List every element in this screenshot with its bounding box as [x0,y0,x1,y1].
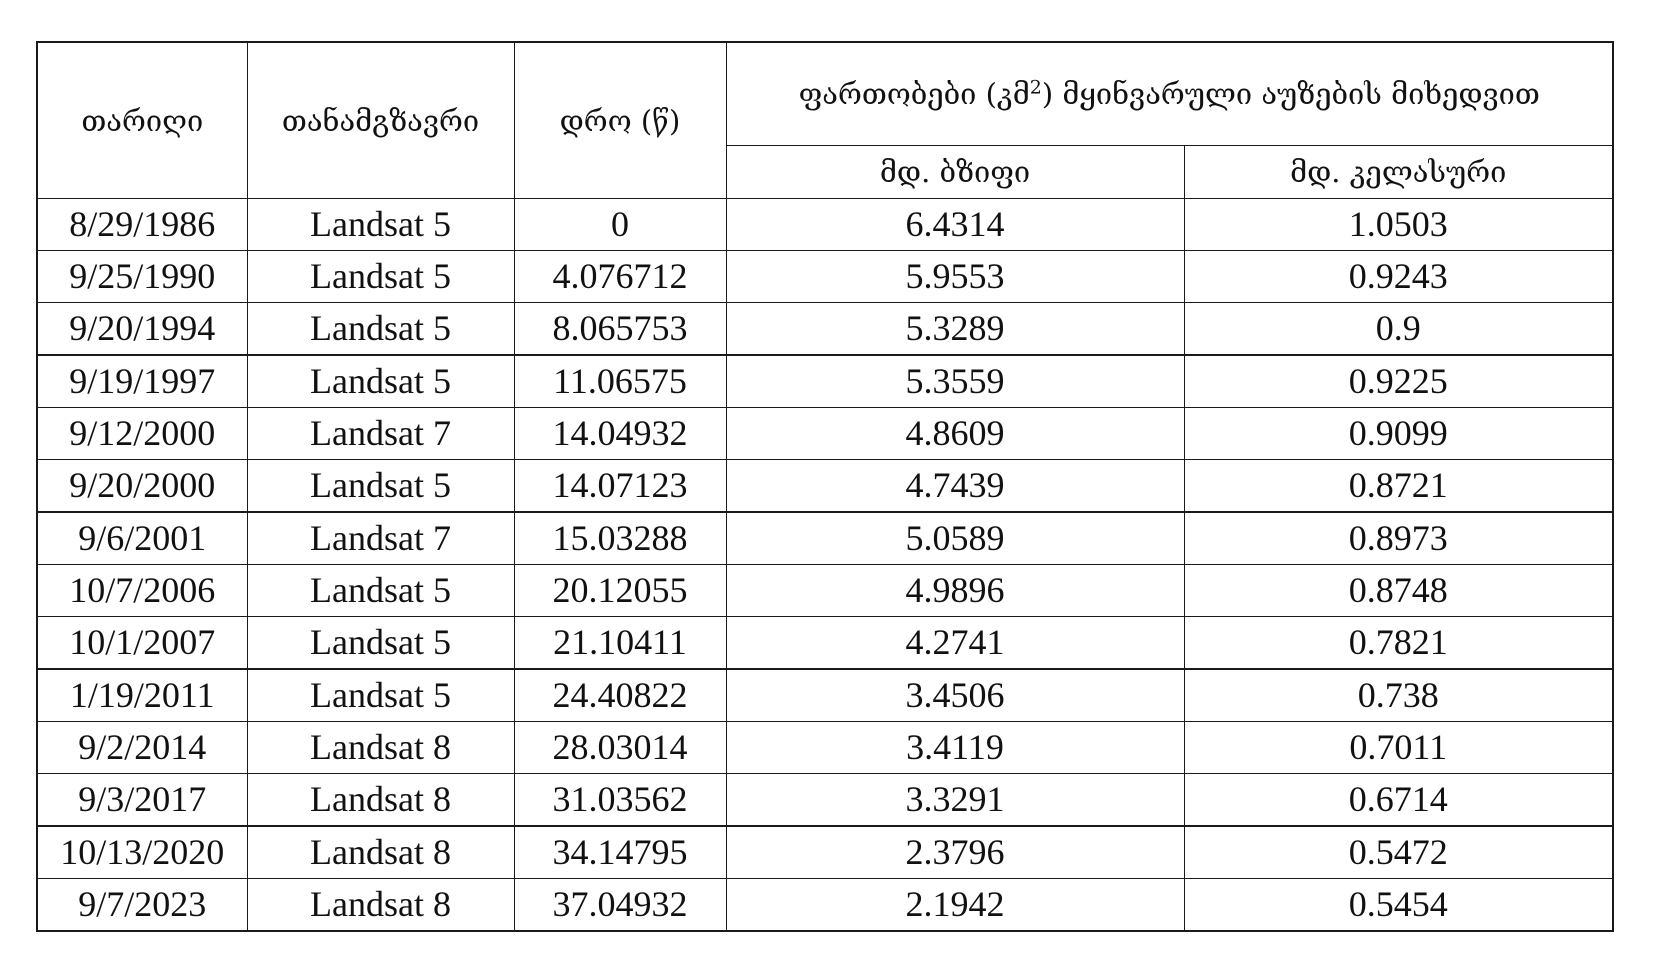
cell-bzipi: 3.4506 [726,669,1184,722]
header-area-group-text-post: ) მყინვარული აუზების მიხედვით [1041,76,1540,111]
cell-bzipi: 6.4314 [726,199,1184,251]
cell-time: 0 [514,199,726,251]
cell-time: 14.07123 [514,460,726,513]
cell-bzipi: 4.2741 [726,617,1184,670]
cell-satellite: Landsat 5 [247,355,514,408]
header-kelasuri: მდ. კელასური [1184,145,1613,198]
table-row [37,565,1613,617]
cell-date: 9/19/1997 [37,355,247,408]
table-row [37,774,1613,827]
cell-bzipi: 2.3796 [726,826,1184,879]
cell-time: 11.06575 [514,355,726,408]
cell-bzipi: 2.1942 [726,879,1184,932]
header-area-group [726,42,1613,145]
cell-satellite: Landsat 8 [247,774,514,827]
table-row [37,251,1613,303]
cell-satellite: Landsat 5 [247,460,514,513]
cell-kelasuri: 0.5454 [1184,879,1613,932]
table-row [37,826,1613,879]
cell-bzipi: 5.3289 [726,303,1184,356]
cell-time: 21.10411 [514,617,726,670]
cell-bzipi: 4.7439 [726,460,1184,513]
cell-kelasuri: 1.0503 [1184,199,1613,251]
glacier-area-table [36,41,1614,932]
cell-bzipi: 5.0589 [726,512,1184,565]
header-row-top [37,42,1613,145]
cell-kelasuri: 0.9225 [1184,355,1613,408]
cell-time: 15.03288 [514,512,726,565]
cell-kelasuri: 0.7821 [1184,617,1613,670]
table-row [37,879,1613,932]
cell-bzipi: 4.9896 [726,565,1184,617]
cell-bzipi: 3.3291 [726,774,1184,827]
cell-bzipi: 3.4119 [726,722,1184,774]
cell-bzipi: 5.3559 [726,355,1184,408]
cell-date: 9/20/1994 [37,303,247,356]
cell-bzipi: 4.8609 [726,408,1184,460]
cell-date: 9/2/2014 [37,722,247,774]
cell-satellite: Landsat 5 [247,565,514,617]
cell-date: 10/1/2007 [37,617,247,670]
cell-date: 9/25/1990 [37,251,247,303]
cell-kelasuri: 0.8973 [1184,512,1613,565]
cell-satellite: Landsat 7 [247,512,514,565]
header-date: თარიღი [37,42,247,199]
cell-bzipi: 5.9553 [726,251,1184,303]
cell-kelasuri: 0.7011 [1184,722,1613,774]
cell-date: 8/29/1986 [37,199,247,251]
cell-kelasuri: 0.8721 [1184,460,1613,513]
cell-date: 9/20/2000 [37,460,247,513]
cell-satellite: Landsat 8 [247,879,514,932]
cell-time: 4.076712 [514,251,726,303]
table-row [37,355,1613,408]
cell-time: 37.04932 [514,879,726,932]
cell-time: 24.40822 [514,669,726,722]
cell-kelasuri: 0.5472 [1184,826,1613,879]
cell-time: 14.04932 [514,408,726,460]
cell-satellite: Landsat 8 [247,826,514,879]
table-row [37,460,1613,513]
cell-kelasuri: 0.9243 [1184,251,1613,303]
cell-date: 10/7/2006 [37,565,247,617]
cell-kelasuri: 0.9099 [1184,408,1613,460]
header-time: დრო (წ) [514,42,726,199]
table-row [37,669,1613,722]
cell-kelasuri: 0.738 [1184,669,1613,722]
cell-satellite: Landsat 5 [247,251,514,303]
table-body [37,199,1613,932]
cell-time: 34.14795 [514,826,726,879]
table-row [37,199,1613,251]
table-row [37,408,1613,460]
cell-satellite: Landsat 5 [247,303,514,356]
cell-date: 9/12/2000 [37,408,247,460]
cell-time: 8.065753 [514,303,726,356]
cell-date: 9/6/2001 [37,512,247,565]
header-area-group-text-pre: ფართობები (კმ [798,76,1030,111]
cell-satellite: Landsat 5 [247,669,514,722]
header-satellite: თანამგზავრი [247,42,514,199]
cell-time: 31.03562 [514,774,726,827]
table-row [37,617,1613,670]
cell-date: 9/3/2017 [37,774,247,827]
cell-kelasuri: 0.6714 [1184,774,1613,827]
cell-satellite: Landsat 8 [247,722,514,774]
cell-kelasuri: 0.9 [1184,303,1613,356]
cell-satellite: Landsat 7 [247,408,514,460]
header-bzipi: მდ. ბზიფი [726,145,1184,198]
cell-date: 1/19/2011 [37,669,247,722]
cell-time: 28.03014 [514,722,726,774]
cell-time: 20.12055 [514,565,726,617]
table-header [37,42,1613,199]
cell-date: 10/13/2020 [37,826,247,879]
table-row [37,303,1613,356]
table-row [37,512,1613,565]
glacier-area-table-container [36,41,1612,932]
cell-satellite: Landsat 5 [247,617,514,670]
table-row [37,722,1613,774]
cell-satellite: Landsat 5 [247,199,514,251]
cell-date: 9/7/2023 [37,879,247,932]
cell-kelasuri: 0.8748 [1184,565,1613,617]
header-area-group-superscript: 2 [1029,76,1042,99]
